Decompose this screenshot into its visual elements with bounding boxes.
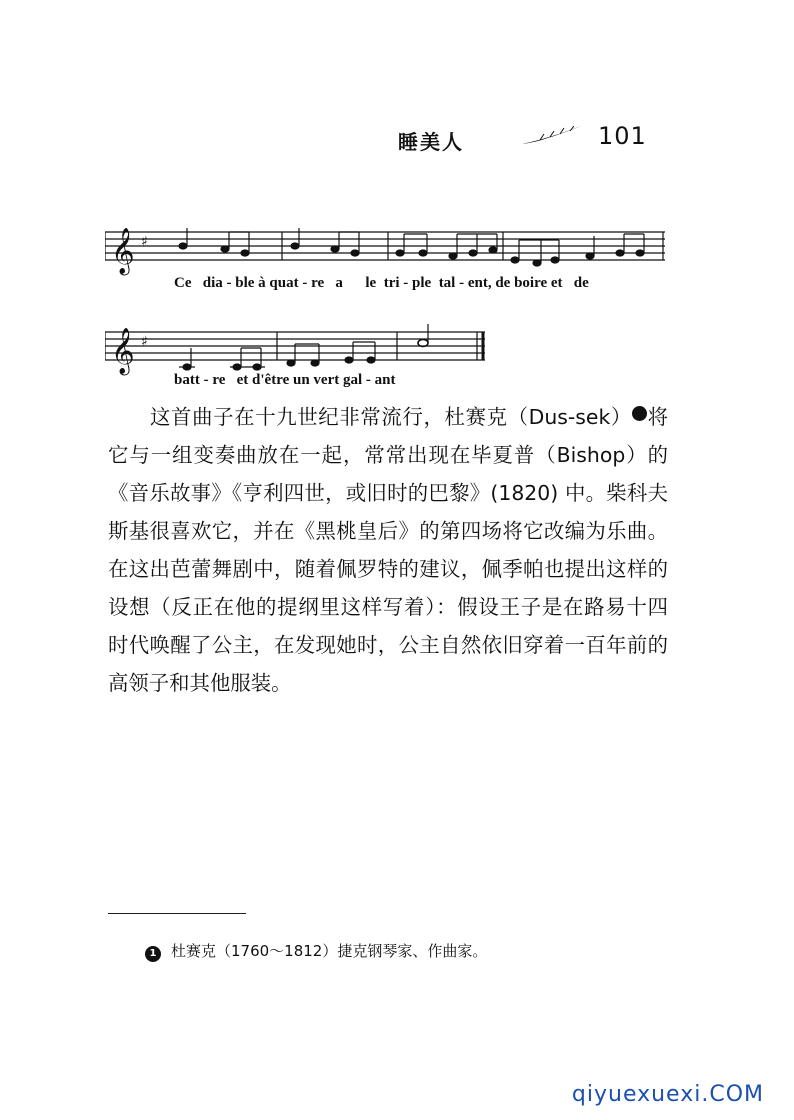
footnote-reference-marker: 1 [632,406,647,421]
footnote-divider [108,913,246,914]
body-text-part-1: 这首曲子在十九世纪非常流行，杜赛克（Dus-sek） [150,405,632,429]
running-header-title: 睡美人 [398,130,464,154]
footnote-text: 杜赛克（1760～1812）捷克钢琴家、作曲家。 [171,942,488,960]
lyrics-line-1: Ce dia - ble à quat - re a le tri - ple tal - ent, de boire et de [174,275,589,291]
sharp-icon: ♯ [141,234,148,250]
footnote [145,940,487,962]
page-number: 101 [598,122,647,150]
site-watermark: qiyuexuexi.COM [571,1082,764,1107]
quill-ornament-icon [520,120,594,148]
treble-clef-icon: 𝄞 [111,228,135,274]
body-paragraph [108,398,681,702]
lyrics-line-2: batt - re et d'être un vert gal - ant [174,372,396,388]
body-text-part-2: 将它与一组变奏曲放在一起，常常出现在毕夏普（Bishop）的《音乐故事》《亨利四世，或旧时的巴黎》(1820) 中。柴科夫斯基很喜欢它，并在《黑桃皇后》的第四场将它改编为乐曲。在这出芭蕾舞剧中，随着佩罗特的建议，佩季帕也提出这样的设想（反正在他的提纲里这样写着）：假设王子是在路易十四时代唤醒了公主，在发现她时，公主自然依旧穿着一百年前的高领子和其他服装。 [108,405,668,695]
sharp-icon: ♯ [141,334,148,350]
footnote-number: 1 [145,946,161,962]
treble-clef-icon: 𝄞 [111,328,135,374]
